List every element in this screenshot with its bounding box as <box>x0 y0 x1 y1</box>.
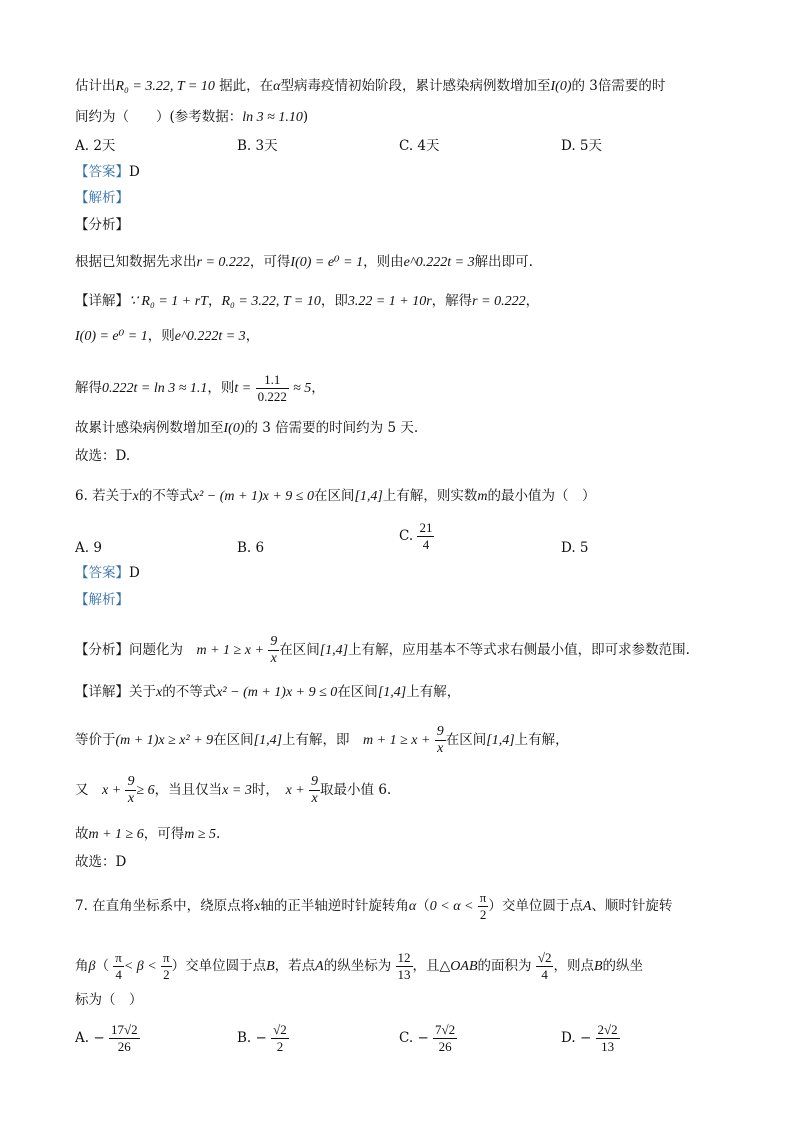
fraction <box>417 520 434 553</box>
fraction <box>478 890 489 923</box>
minus-sign: − <box>255 1030 267 1046</box>
fraction <box>536 950 554 983</box>
math: ≈ 5 <box>293 381 312 396</box>
math: < β < <box>123 959 157 974</box>
math: α <box>273 79 281 94</box>
math: R₀ = 3.22, T = 10 <box>221 294 321 309</box>
text: 等价于 <box>75 732 116 748</box>
text: 在区间 <box>445 732 487 748</box>
math: [1,4] <box>319 643 349 658</box>
denominator: 4 <box>115 967 122 982</box>
denominator: 26 <box>438 1039 452 1054</box>
minus-sign: − <box>417 1030 429 1046</box>
option-label: D. <box>561 1030 576 1046</box>
numerator: 9 <box>311 774 319 789</box>
text: 的 3 倍需要的时间约为 5 天. <box>244 420 419 436</box>
q5-option-b: B. 3天 <box>237 138 278 154</box>
text: ，则 <box>207 380 235 396</box>
text: ，则点 <box>553 958 594 974</box>
text: 轴的正半轴逆时针旋转角 <box>260 898 409 914</box>
answer-value: D <box>129 565 140 581</box>
q7-option-c <box>399 1022 457 1055</box>
math: B <box>266 959 275 974</box>
math: m + 1 ≥ 6 <box>88 827 144 842</box>
denominator: 4 <box>541 967 548 982</box>
q6-detail-line3 <box>75 774 391 807</box>
numerator: √2 <box>537 950 552 965</box>
fraction <box>268 634 279 667</box>
math: α <box>408 899 417 914</box>
numerator: π <box>163 950 170 965</box>
q5-stem-line1 <box>75 76 665 97</box>
fraction <box>433 1022 457 1055</box>
fraction <box>309 774 320 807</box>
math: t = <box>234 381 252 396</box>
text: 的不等式 <box>138 488 193 504</box>
math: e^0.222t = 3 <box>174 329 246 344</box>
numerator: 9 <box>436 724 444 739</box>
math: I(0) <box>550 79 572 94</box>
math: [1,4] <box>354 489 383 504</box>
text: 角 <box>75 958 89 974</box>
fraction <box>109 1022 140 1055</box>
numerator: 17√2 <box>110 1022 138 1037</box>
denominator: 0.222 <box>257 389 287 404</box>
option-label: B. <box>237 1030 252 1046</box>
denominator: 2 <box>163 967 170 982</box>
math: m <box>477 489 488 504</box>
q5-conclusion <box>75 418 418 439</box>
text: ）交单位圆于点 <box>171 958 267 974</box>
text: （ <box>95 958 109 974</box>
q5-answer <box>75 162 140 182</box>
math: ∵ R₀ = 1 + rT <box>129 294 208 309</box>
math: 0.222t = ln 3 ≈ 1.1 <box>102 381 208 396</box>
q5-option-c: C. 4天 <box>399 138 440 154</box>
text: 的 3倍需要的时 <box>571 78 666 94</box>
text: 关于 <box>129 684 156 700</box>
q7-stem-line1 <box>75 890 672 923</box>
math: m + 1 ≥ x + <box>196 643 264 658</box>
denominator: 13 <box>397 967 411 982</box>
text: 6. 若关于 <box>75 488 133 504</box>
math: m + 1 ≥ x + <box>363 733 431 748</box>
answer-value: D <box>129 164 140 180</box>
denominator: x <box>127 791 135 806</box>
text: . <box>216 826 221 842</box>
text: ， <box>525 293 540 309</box>
text: 故累计感染病例数增加至 <box>75 420 224 436</box>
q6-stem <box>75 486 596 507</box>
text: ，且 <box>412 958 440 974</box>
numerator: 9 <box>270 634 278 649</box>
text: ，当且仅当 <box>154 782 223 798</box>
math: △OAB <box>439 959 478 974</box>
fraction <box>435 724 446 757</box>
q7-option-b <box>237 1022 289 1055</box>
text: 上有解，则实数 <box>382 488 478 504</box>
text: ， <box>245 328 260 344</box>
text: ）交单位圆于点 <box>488 898 583 914</box>
fraction <box>161 950 172 983</box>
math: I(0) = e⁰ = 1 <box>290 255 364 270</box>
q6-option-b: B. 6 <box>237 540 265 556</box>
q6-analysis <box>75 634 690 667</box>
q5-detail-line3 <box>75 372 325 405</box>
math: [1,4] <box>377 685 407 700</box>
q6-option-a: A. 9 <box>75 540 102 556</box>
fraction <box>396 950 413 983</box>
q5-choose: 故选：D. <box>75 448 131 464</box>
numerator: 9 <box>127 774 135 789</box>
text: 的纵坐标为 <box>323 958 392 974</box>
text: 问题化为 <box>129 642 183 658</box>
text: ，可得 <box>249 254 291 270</box>
math: A <box>582 899 592 914</box>
math: [1,4] <box>253 733 283 748</box>
text: ，即 <box>320 293 348 309</box>
text: 的最小值为（ ） <box>487 488 596 504</box>
text: ， <box>311 380 325 396</box>
q6-choose: 故选：D <box>75 854 127 870</box>
minus-sign: − <box>93 1030 105 1046</box>
text: ，解得 <box>431 293 473 309</box>
q5-fenxi-label: 【分析】 <box>75 217 129 233</box>
math: R₀ = 3.22, T = 10 <box>115 79 215 94</box>
math: e^0.222t = 3 <box>403 255 475 270</box>
text: ) <box>302 109 309 125</box>
math: x <box>156 685 163 700</box>
denominator: x <box>437 741 444 756</box>
math: x + <box>285 783 305 798</box>
answer-label: 【答案】 <box>75 164 129 180</box>
text: ， <box>207 293 222 309</box>
numerator: π <box>479 890 487 905</box>
q5-detail-line2 <box>75 326 259 347</box>
fraction <box>113 950 124 983</box>
math: r = 0.222 <box>472 294 526 309</box>
math: B <box>593 959 603 974</box>
fraction <box>271 1022 289 1055</box>
text: ，可得 <box>143 826 185 842</box>
text: 7. 在直角坐标系中，绕原点将 <box>75 898 255 914</box>
math: 0 < α < <box>429 899 474 914</box>
fraction <box>125 774 136 807</box>
math: x <box>254 899 261 914</box>
text: 据此，在 <box>214 78 274 94</box>
text: 间约为（ ）(参考数据： <box>75 109 243 125</box>
text: ，则 <box>147 328 175 344</box>
detail-label: 【详解】 <box>75 293 129 309</box>
q6-detail-line1 <box>75 682 460 703</box>
math: m ≥ 5 <box>184 827 217 842</box>
fraction <box>256 372 289 405</box>
text: 估计出 <box>75 78 116 94</box>
math: x <box>132 489 139 504</box>
math: x² − (m + 1)x + 9 ≤ 0 <box>216 685 338 700</box>
fenxi-label: 【分析】 <box>75 642 129 658</box>
text: 在区间 <box>337 684 378 700</box>
denominator: 2 <box>479 907 487 922</box>
numerator: 1.1 <box>256 372 289 389</box>
text: 根据已知数据先求出 <box>75 254 197 270</box>
math: x + <box>102 783 122 798</box>
fraction <box>596 1022 620 1055</box>
text: 上有解，应用基本不等式求右侧最小值，即可求参数范围. <box>348 642 690 658</box>
math: ln 3 ≈ 1.10 <box>242 110 303 125</box>
text: 上有解， <box>406 684 461 700</box>
text: 、顺时针旋转 <box>591 898 673 914</box>
numerator: √2 <box>273 1022 287 1037</box>
text: 型病毒疫情初始阶段，累计感染病例数增加至 <box>280 78 551 94</box>
denominator: x <box>311 791 318 806</box>
option-label: A. <box>75 1030 90 1046</box>
q5-detail-line1 <box>75 291 539 312</box>
q6-option-d: D. 5 <box>561 540 589 556</box>
math: I(0) = e⁰ = 1 <box>75 329 148 344</box>
text: 的面积为 <box>477 958 532 974</box>
text: 解得 <box>75 380 102 396</box>
q6-answer <box>75 563 140 583</box>
q7-stem-line2 <box>75 950 643 983</box>
math: r = 0.222 <box>196 255 250 270</box>
numerator: π <box>115 950 122 965</box>
math: β <box>88 959 96 974</box>
q6-detail-line4 <box>75 824 220 845</box>
math: 3.22 = 1 + 10r <box>347 294 432 309</box>
text: 取最小值 6. <box>320 782 392 798</box>
numerator: 12 <box>397 950 411 965</box>
q6-option-c <box>399 520 434 553</box>
text: 的不等式 <box>162 684 217 700</box>
q5-option-d: D. 5天 <box>561 138 603 154</box>
detail-label: 【详解】 <box>75 684 129 700</box>
q5-jiexi-label: 【解析】 <box>75 190 129 206</box>
denominator: 26 <box>117 1039 131 1054</box>
text: 的纵坐 <box>602 958 644 974</box>
text: 时， <box>251 782 273 798</box>
text: 又 <box>75 782 89 798</box>
math: ≥ 6 <box>136 783 155 798</box>
text: 上有解，即 <box>282 732 350 748</box>
answer-label: 【答案】 <box>75 565 129 581</box>
q6-jiexi-label: 【解析】 <box>75 592 129 608</box>
text: 解出即可. <box>474 254 533 270</box>
text: （ <box>416 898 430 914</box>
q6-detail-line2 <box>75 724 569 757</box>
text: ，则由 <box>363 254 404 270</box>
denominator: 4 <box>422 537 430 552</box>
math: A <box>315 959 324 974</box>
q5-stem-line2 <box>75 107 308 128</box>
minus-sign: − <box>579 1030 592 1046</box>
numerator: 21 <box>419 520 433 535</box>
q5-option-a: A. 2天 <box>75 138 116 154</box>
denominator: 2 <box>276 1039 284 1054</box>
q7-stem-line3: 标为（ ） <box>75 992 143 1008</box>
q5-analysis <box>75 252 533 273</box>
option-label: C. <box>399 528 414 544</box>
text: 故 <box>75 826 89 842</box>
math: [1,4] <box>486 733 515 748</box>
text: 在区间 <box>213 732 254 748</box>
text: 在区间 <box>279 642 320 658</box>
numerator: 2√2 <box>597 1022 618 1037</box>
text: 上有解， <box>514 732 569 748</box>
denominator: 13 <box>601 1039 615 1054</box>
math: x² − (m + 1)x + 9 ≤ 0 <box>192 489 314 504</box>
text: ，若点 <box>274 958 316 974</box>
math: I(0) <box>223 421 245 436</box>
option-label: C. <box>399 1030 414 1046</box>
math: (m + 1)x ≥ x² + 9 <box>115 733 214 748</box>
text: 在区间 <box>313 488 355 504</box>
q7-option-d <box>561 1022 620 1055</box>
math: x = 3 <box>222 783 252 798</box>
numerator: 7√2 <box>435 1022 456 1037</box>
q7-option-a <box>75 1022 140 1055</box>
denominator: x <box>270 651 277 666</box>
